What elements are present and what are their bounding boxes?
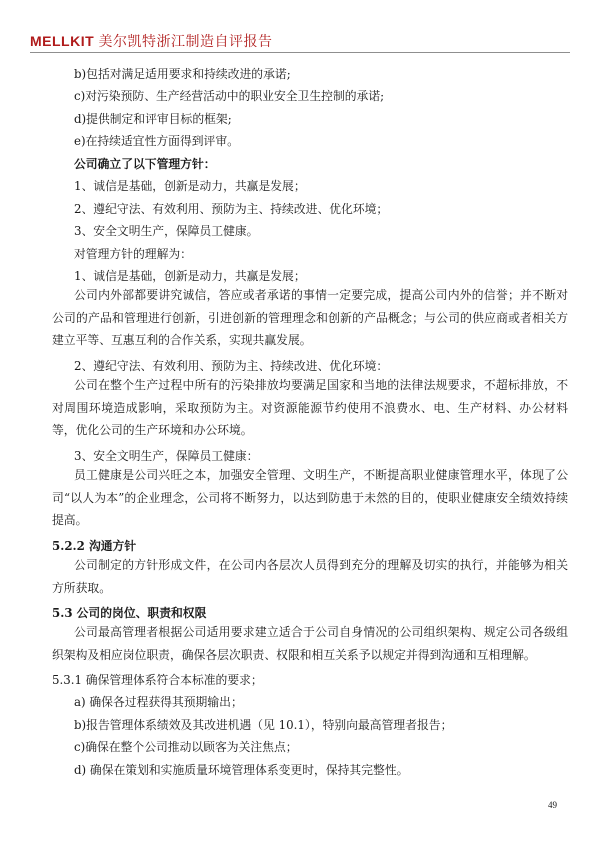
paragraph: 公司最高管理者根据公司适用要求建立适合于公司自身情况的公司组织架构、规定公司各级组织架构及相应岗位职责，确保各层次职责、权限和相互关系予以规定并得到沟通和互相理解。	[52, 625, 568, 662]
section-heading: 公司确立了以下管理方针：	[74, 157, 216, 171]
text-line: 3、安全文明生产，保障员工健康。	[74, 224, 259, 238]
list-item: d) 确保在策划和实施质量环境管理体系变更时，保持其完整性。	[74, 763, 409, 777]
list-item: a) 确保各过程获得其预期输出；	[74, 695, 243, 709]
list-item: c)确保在整个公司推动以顾客为关注焦点；	[74, 740, 298, 754]
subsection-heading: 5.3.1 确保管理体系符合本标准的要求；	[52, 673, 263, 687]
text-line: 对管理方针的理解为：	[74, 247, 192, 261]
text-line: 2、遵纪守法、有效利用、预防为主、持续改进、优化环境：	[74, 359, 389, 373]
paragraph: 公司在整个生产过程中所有的污染排放均要满足国家和当地的法律法规要求，不超标排放，不对周围环境造成影响，采取预防为主。对资源能源节约使用不浪费水、电、生产材料、办公材料等，优化公司的生产环境和办公环境。	[52, 378, 568, 437]
text-line: 3、安全文明生产，保障员工健康：	[74, 449, 259, 463]
text-line: d)提供制定和评审目标的框架;	[74, 112, 232, 126]
brand-latin: MELLKIT	[30, 33, 95, 49]
page-number: 49	[548, 800, 557, 810]
list-item: b)报告管理体系绩效及其改进机遇（见 10.1），特别向最高管理者报告；	[74, 718, 453, 732]
text-line: b)包括对满足适用要求和持续改进的承诺;	[74, 67, 291, 81]
text-line: 1、诚信是基础，创新是动力，共赢是发展；	[74, 269, 306, 283]
paragraph: 员工健康是公司兴旺之本，加强安全管理、文明生产，不断提高职业健康管理水平，体现了公司“以人为本”的企业理念，公司将不断努力，以达到防患于未然的目的，使职业健康安全绩效持续提高。	[52, 468, 568, 527]
text-line: c)对污染预防、生产经营活动中的职业安全卫生控制的承诺;	[74, 89, 385, 103]
paragraph: 公司内外部都要讲究诚信，答应或者承诺的事情一定要完成，提高公司内外的信誉；并不断对公司的产品和管理进行创新，引进创新的管理理念和创新的产品概念；与公司的供应商或者相关方建立平等、互惠互利的合作关系，实现共赢发展。	[52, 288, 568, 347]
brand-rest: 美尔凯特浙江制造自评报告	[94, 33, 273, 49]
section-heading: 5.2.2 沟通方针	[52, 539, 137, 553]
brand-title	[30, 31, 273, 51]
text-line: 2、遵纪守法、有效利用、预防为主、持续改进、优化环境；	[74, 202, 389, 216]
section-heading: 5.3 公司的岗位、职责和权限	[52, 606, 207, 620]
paragraph: 公司制定的方针形成文件，在公司内各层次人员得到充分的理解及切实的执行，并能够为相关方所获取。	[52, 558, 568, 595]
text-line: 1、诚信是基础，创新是动力，共赢是发展；	[74, 179, 306, 193]
text-line: e)在持续适宜性方面得到评审。	[74, 134, 239, 148]
page-header	[30, 28, 570, 53]
